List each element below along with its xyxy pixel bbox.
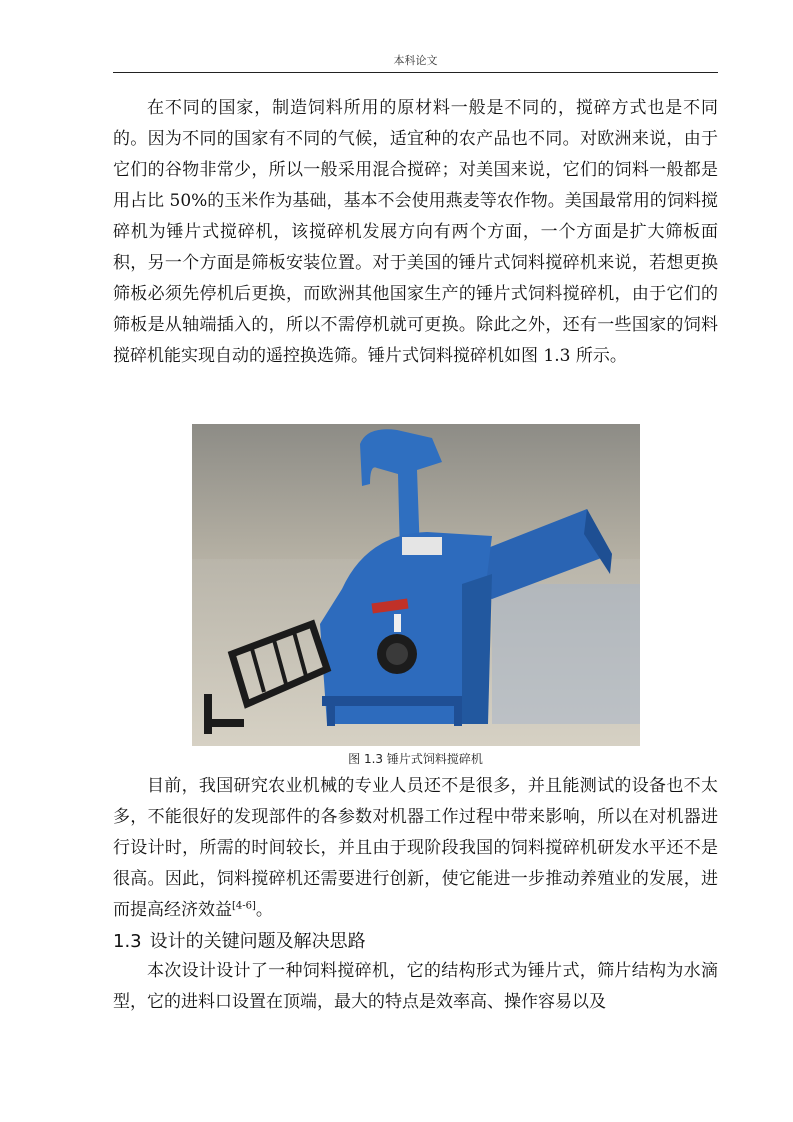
figure-caption: 图 1.3 锤片式饲料搅碎机 — [348, 752, 483, 766]
paragraph-2 — [113, 771, 718, 926]
section-heading — [113, 927, 374, 953]
section-number: 1.3 — [113, 931, 142, 952]
section-title: 设计的关键问题及解决思路 — [149, 931, 366, 952]
hammer-mill-photo — [192, 424, 640, 746]
header-rule — [113, 72, 718, 73]
paragraph-1: 在不同的国家，制造饲料所用的原材料一般是不同的，搅碎方式也是不同的。因为不同的国家有不同的气候，适宜种的农产品也不同。对欧洲来说，由于它们的谷物非常少，所以一般采用混合搅碎；对美国来说，它们的饲料一般都是用占比 50%的玉米作为基础，基本不会使用燕麦等农作物。美国最常用的饲料搅碎机为锤片式搅碎机，该搅碎机发展方向有两个方面，一个方面是扩大筛板面积，另一个方面是筛板安装位置。对于美国的锤片式饲料搅碎机来说，若想更换筛板必须先停机后更换，而欧洲其他国家生产的锤片式饲料搅碎机，由于它们的筛板是从轴端插入的，所以不需停机就可更换。除此之外，还有一些国家的饲料搅碎机能实现自动的遥控换选筛。锤片式饲料搅碎机如图 1.3 所示。 — [113, 98, 718, 366]
page-header: 本科论文 — [393, 54, 438, 67]
paragraph-3: 本次设计设计了一种饲料搅碎机，它的结构形式为锤片式，筛片结构为水滴型，它的进料口设置在顶端，最大的特点是效率高、操作容易以及 — [113, 961, 718, 1012]
citation-ref: [4-6] — [232, 900, 256, 912]
paragraph-2-end: 。 — [255, 900, 273, 920]
hammer-mill-illustration — [192, 424, 640, 746]
paragraph-2-text: 目前，我国研究农业机械的专业人员还不是很多，并且能测试的设备也不太多，不能很好的发现部件的各参数对机器工作过程中带来影响，所以在对机器进行设计时，所需的时间较长，并且由于现阶段我国的饲料搅碎机研发水平还不是很高。因此，饲料搅碎机还需要进行创新，使它能进一步推动养殖业的发展，进而提高经济效益 — [113, 776, 718, 920]
